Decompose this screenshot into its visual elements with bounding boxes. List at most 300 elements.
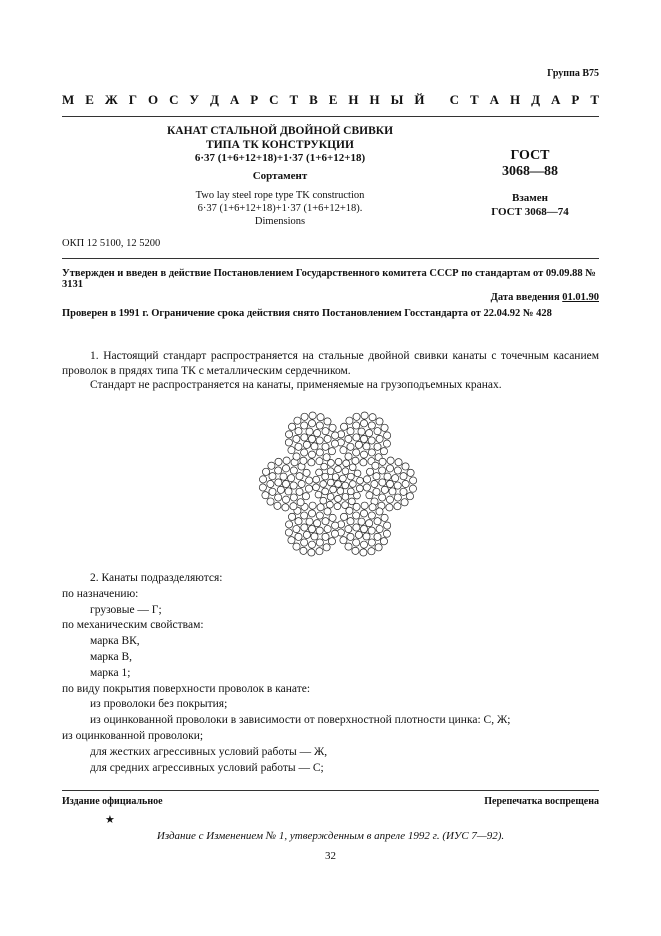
wire-circle [355, 441, 362, 448]
title-subtitle: Сортамент [252, 170, 308, 182]
wire-circle [327, 493, 334, 500]
wire-circle [376, 435, 383, 442]
list-item: по механическим свойствам: [62, 619, 204, 632]
wire-circle [301, 434, 308, 441]
wire-circle [363, 533, 370, 540]
wire-circle [354, 470, 361, 477]
wire-circle [315, 491, 322, 498]
wire-circle [342, 468, 349, 475]
banner-letter: О [147, 92, 159, 107]
intro-date-line [491, 292, 599, 303]
wire-circle [384, 522, 391, 529]
banner-letter: С [169, 92, 179, 107]
wire-circle [293, 525, 300, 532]
wire-circle [353, 413, 360, 420]
wire-circle [400, 488, 407, 495]
wire-circle [290, 482, 297, 489]
wire-circle [368, 548, 375, 555]
wire-circle [262, 492, 269, 499]
wire-circle [275, 494, 282, 501]
banner-letter: В [309, 92, 318, 107]
wire-circle [353, 524, 360, 531]
list-item: для средних агрессивных условий работы — С; [90, 761, 324, 774]
wire-circle [275, 458, 282, 465]
banner-letter [435, 92, 438, 108]
wire-circle [335, 495, 342, 502]
wire-circle [400, 473, 407, 480]
banner-letter: С [449, 92, 460, 107]
amendment-note: Издание с Изменением № 1, утвержденным в апреле 1992 г. (ИУС 7—92). [156, 830, 505, 842]
wire-circle [295, 428, 302, 435]
wire-circle [394, 467, 401, 474]
wire-circle [321, 463, 328, 470]
list-item: по виду покрытия поверхности проволок в канате: [62, 682, 311, 695]
wire-circle [301, 449, 308, 456]
wire-circle [361, 412, 368, 419]
wire-circle [288, 447, 295, 454]
wire-circle [386, 504, 393, 511]
wire-circle [401, 499, 408, 506]
wire-circle [345, 453, 352, 460]
divider-bottom [62, 790, 599, 791]
banner-letter: Е [85, 92, 94, 107]
banner-letter: Н [510, 92, 521, 107]
wire-circle [296, 473, 303, 480]
wire-circle [376, 508, 383, 515]
wire-circle [302, 493, 309, 500]
wire-circle [300, 547, 307, 554]
wire-circle [383, 530, 390, 537]
wire-circle [402, 463, 409, 470]
wire-circle [308, 459, 315, 466]
list-item: 2. Канаты подразделяются: [90, 572, 223, 584]
wire-circle [330, 486, 337, 493]
wire-circle [320, 497, 327, 504]
wire-circle [285, 529, 292, 536]
wire-circle [360, 541, 367, 548]
wire-circle [374, 533, 381, 540]
wire-circle [371, 480, 378, 487]
list-item: из проволоки без покрытия; [90, 698, 228, 711]
wire-circle [324, 525, 331, 532]
list-item: для жестких агрессивных условий работы — Ж, [90, 745, 328, 758]
wire-circle [313, 476, 320, 483]
banner-letter: С [269, 92, 279, 107]
wire-circle [303, 441, 310, 448]
wire-circle [328, 538, 335, 545]
intro-date-value: 01.01.90 [562, 292, 599, 303]
wire-circle [268, 462, 275, 469]
wire-circle [269, 488, 276, 495]
wire-circle [293, 435, 300, 442]
wire-circle [394, 494, 401, 501]
wire-circle [280, 473, 287, 480]
wire-circle [386, 465, 393, 472]
list-item: грузовые — Г; [90, 603, 162, 616]
wire-circle [353, 539, 360, 546]
wire-circle [340, 537, 347, 544]
wire-circle [308, 510, 315, 517]
wire-circle [342, 482, 349, 489]
wire-circle [369, 504, 376, 511]
wire-circle [368, 437, 375, 444]
banner-letter: Р [250, 92, 259, 107]
banner-letter: А [551, 92, 561, 107]
wire-circle [293, 543, 300, 550]
wire-circle [329, 514, 336, 521]
banner-letter: Т [289, 92, 299, 107]
wire-circle [386, 480, 393, 487]
wire-circle [409, 485, 416, 492]
group-code: Группа В75 [547, 68, 599, 79]
wire-circle [317, 414, 324, 421]
wire-circle [308, 420, 315, 427]
wire-circle [368, 527, 375, 534]
banner-letter: Й [414, 92, 425, 107]
wire-circle [386, 496, 393, 503]
outer-strand [337, 412, 390, 466]
banner-letter: А [229, 92, 240, 107]
wire-circle [379, 494, 386, 501]
wire-circle [316, 527, 323, 534]
wire-circle [322, 473, 329, 480]
wire-circle [358, 428, 365, 435]
wire-circle [275, 467, 282, 474]
banner-letter: У [189, 92, 199, 107]
wire-circle [317, 504, 324, 511]
wire-circle [368, 512, 375, 519]
wire-circle [262, 468, 269, 475]
wire-circle [316, 437, 323, 444]
checked-text: Проверен в 1991 г. Ограничение срока действия снято Постановлением Госстандарта от 22.04.92 № 428 [62, 308, 552, 319]
wire-circle [316, 539, 323, 546]
wire-circle [322, 518, 329, 525]
wire-circle [288, 537, 295, 544]
wire-circle [360, 525, 367, 532]
wire-circle [306, 477, 313, 484]
wire-circle [259, 476, 266, 483]
gost-designation [460, 148, 600, 180]
wire-circle [366, 520, 373, 527]
wire-circle [347, 518, 354, 525]
wire-circle [410, 477, 417, 484]
wire-circle [285, 521, 292, 528]
wire-circle [277, 486, 284, 493]
wire-circle [342, 502, 349, 509]
wire-circle [309, 412, 316, 419]
wire-circle [340, 513, 347, 520]
wire-circle [347, 488, 354, 495]
wire-circle [327, 468, 334, 475]
wire-circle [347, 473, 354, 480]
wire-circle [295, 518, 302, 525]
intro-date-label: Дата введения [490, 292, 560, 303]
wire-circle [301, 539, 308, 546]
wire-circle [293, 453, 300, 460]
wire-circle [358, 518, 365, 525]
wire-circle [353, 422, 360, 429]
wire-circle [290, 467, 297, 474]
wire-circle [288, 423, 295, 430]
wire-circle [349, 464, 356, 471]
wire-circle [360, 435, 367, 442]
wire-circle [313, 484, 320, 491]
wire-circle [360, 451, 367, 458]
wire-circle [345, 435, 352, 442]
wire-circle [328, 448, 335, 455]
wire-circle [282, 496, 289, 503]
divider-mid [62, 258, 599, 259]
wire-circle [380, 448, 387, 455]
wire-circle [346, 417, 353, 424]
wire-circle [366, 492, 373, 499]
banner-letter: М [62, 92, 75, 107]
core-strand [313, 458, 364, 509]
wire-circle [355, 531, 362, 538]
wire-circle [352, 547, 359, 554]
wire-circle [323, 544, 330, 551]
outer-strand [363, 457, 416, 511]
wire-circle [374, 518, 381, 525]
outer-strand [285, 502, 338, 556]
wire-circle [376, 525, 383, 532]
wire-circle [316, 449, 323, 456]
wire-circle [347, 443, 354, 450]
wire-circle [322, 428, 329, 435]
wire-circle [308, 541, 315, 548]
list-item: по назначению: [62, 587, 139, 600]
wire-circle [324, 508, 331, 515]
wire-circle [381, 514, 388, 521]
outer-strand [337, 502, 390, 556]
banner-letter: Д [209, 92, 219, 107]
wire-circle [308, 435, 315, 442]
wire-circle [356, 485, 363, 492]
wire-circle [324, 435, 331, 442]
divider-top [62, 116, 599, 117]
wire-circle [335, 458, 342, 465]
wire-circle [347, 428, 354, 435]
list-item: из оцинкованной проволоки; [62, 729, 204, 742]
footer-reprint: Перепечатка воспрещена [484, 796, 599, 807]
star-icon: ★ [105, 814, 115, 826]
wire-circle [392, 475, 399, 482]
wire-circle [347, 533, 354, 540]
wire-circle [331, 530, 338, 537]
wire-circle [381, 424, 388, 431]
gost-label: ГОСТ [510, 148, 550, 163]
wire-circle [334, 503, 341, 510]
banner-letter: А [489, 92, 500, 107]
wire-circle [373, 473, 380, 480]
wire-circle [308, 549, 315, 556]
wire-circle [387, 457, 394, 464]
wire-circle [368, 422, 375, 429]
banner-letter: Т [470, 92, 479, 107]
wire-circle [366, 430, 373, 437]
banner-letter: Г [128, 92, 137, 107]
wire-circle [288, 513, 295, 520]
title-line1: КАНАТ СТАЛЬНОЙ ДВОЙНОЙ СВИВКИ [166, 125, 394, 137]
wire-circle [311, 443, 318, 450]
banner-letter: Н [348, 92, 359, 107]
wire-circle [308, 525, 315, 532]
wire-circle [305, 485, 312, 492]
wire-circle [340, 447, 347, 454]
wire-circle [282, 504, 289, 511]
okp-code: ОКП 12 5100, 12 5200 [62, 238, 161, 249]
wire-circle [379, 467, 386, 474]
wire-circle [285, 488, 292, 495]
paragraph-2: Стандарт не распространяется на канаты, применяемые на грузоподъемных кранах. [90, 379, 502, 391]
gost-replaces [460, 192, 600, 219]
wire-circle [267, 498, 274, 505]
wire-circle [282, 465, 289, 472]
english-line2: 6·37 (1+6+12+18)+1·37 (1+6+12+18). [197, 203, 363, 214]
banner-letter: Ы [390, 92, 404, 107]
wire-circle [332, 474, 339, 481]
title-formula: 6·37 (1+6+12+18)+1·37 (1+6+12+18) [194, 152, 366, 164]
wire-circle [316, 548, 323, 555]
wire-circle [316, 422, 323, 429]
wire-circle [375, 544, 382, 551]
wire-circle [269, 473, 276, 480]
wire-circle [314, 430, 321, 437]
classification-list [62, 571, 599, 776]
wire-circle [373, 488, 380, 495]
wire-circle [288, 475, 295, 482]
wire-circle [311, 533, 318, 540]
wire-circle [322, 488, 329, 495]
wire-circle [340, 423, 347, 430]
wire-circle [406, 493, 413, 500]
wire-circle [314, 520, 321, 527]
list-item: из оцинкованной проволоки в зависимости от поверхностной плотности цинка: С, Ж; [90, 714, 511, 727]
standard-banner [62, 92, 599, 108]
wire-circle [285, 431, 292, 438]
wire-circle [353, 434, 360, 441]
footer-official: Издание официальное [62, 796, 163, 807]
wire-circle [294, 417, 301, 424]
wire-circle [353, 449, 360, 456]
list-item: марка 1; [90, 666, 131, 679]
wire-circle [394, 503, 401, 510]
wire-circle [282, 480, 289, 487]
wire-circle [360, 510, 367, 517]
wire-circle [389, 488, 396, 495]
wire-circle [328, 460, 335, 467]
wire-circle [372, 462, 379, 469]
wire-circle [380, 538, 387, 545]
wire-circle [320, 481, 327, 488]
wire-circle [275, 479, 282, 486]
wire-circle [357, 477, 364, 484]
list-item: марка ВК, [90, 635, 140, 648]
wire-circle [363, 443, 370, 450]
wire-circle [384, 432, 391, 439]
wire-circle [360, 459, 367, 466]
wire-circle [301, 413, 308, 420]
wire-circle [345, 543, 352, 550]
wire-circle [345, 525, 352, 532]
wire-circle [337, 488, 344, 495]
gost-replaces-label: Взамен [512, 192, 548, 204]
page-number: 32 [325, 850, 336, 862]
wire-circle [295, 533, 302, 540]
wire-circle [322, 443, 329, 450]
wire-circle [290, 503, 297, 510]
wire-circle [332, 432, 339, 439]
banner-letter: Р [571, 92, 580, 107]
wire-circle [360, 549, 367, 556]
wire-circle [301, 512, 308, 519]
wire-circle [343, 460, 350, 467]
wire-circle [322, 533, 329, 540]
wire-circle [301, 524, 308, 531]
wire-circle [349, 481, 356, 488]
wire-circle [368, 539, 375, 546]
wire-circle [332, 522, 339, 529]
wire-circle [360, 420, 367, 427]
wire-circle [283, 457, 290, 464]
english-title [100, 189, 460, 228]
wire-circle [297, 499, 304, 506]
wire-circle [274, 502, 281, 509]
wire-circle [394, 482, 401, 489]
wire-circle [303, 469, 310, 476]
wire-circle [374, 443, 381, 450]
approval-text: Утвержден и введен в действие Постановлением Государственного комитета СССР по стандартам от 09.09.88 № 3131 [62, 268, 596, 290]
wire-circle [402, 480, 409, 487]
wire-circle [306, 518, 313, 525]
wire-circle [296, 488, 303, 495]
outer-strand [259, 457, 312, 511]
list-item: марка В, [90, 650, 132, 663]
wire-circle [295, 443, 302, 450]
wire-circle [352, 457, 359, 464]
wire-circle [298, 480, 305, 487]
wire-circle [383, 440, 390, 447]
wire-circle [267, 480, 274, 487]
wire-circle [407, 469, 414, 476]
banner-letter: Ж [104, 92, 118, 107]
wire-circle [395, 459, 402, 466]
wire-circle [300, 457, 307, 464]
wire-circle [335, 466, 342, 473]
paragraph-1: 1. Настоящий стандарт распространяется на стальные двойной свивки канаты с точечным касанием проволок в прядях типа ТК с металлическим сердечником. [62, 350, 599, 377]
wire-circle [340, 475, 347, 482]
wire-circle [327, 479, 334, 486]
wire-circle [309, 502, 316, 509]
wire-circle [361, 502, 368, 509]
rope-cross-section [257, 405, 419, 563]
wire-circle [374, 428, 381, 435]
wire-circle [324, 418, 331, 425]
wire-circle [363, 476, 370, 483]
wire-circle [368, 449, 375, 456]
outer-strand [285, 412, 338, 466]
wire-circle [285, 439, 292, 446]
wire-circle [369, 414, 376, 421]
wire-circle [366, 468, 373, 475]
wire-circle [308, 451, 315, 458]
wire-circle [363, 484, 370, 491]
wire-circle [381, 486, 388, 493]
english-line1: Two lay steel rope type TK construction [195, 190, 365, 201]
wire-circle [384, 473, 391, 480]
gost-number: 3068—88 [502, 164, 558, 179]
title-line2: ТИПА ТК КОНСТРУКЦИИ [206, 139, 354, 151]
